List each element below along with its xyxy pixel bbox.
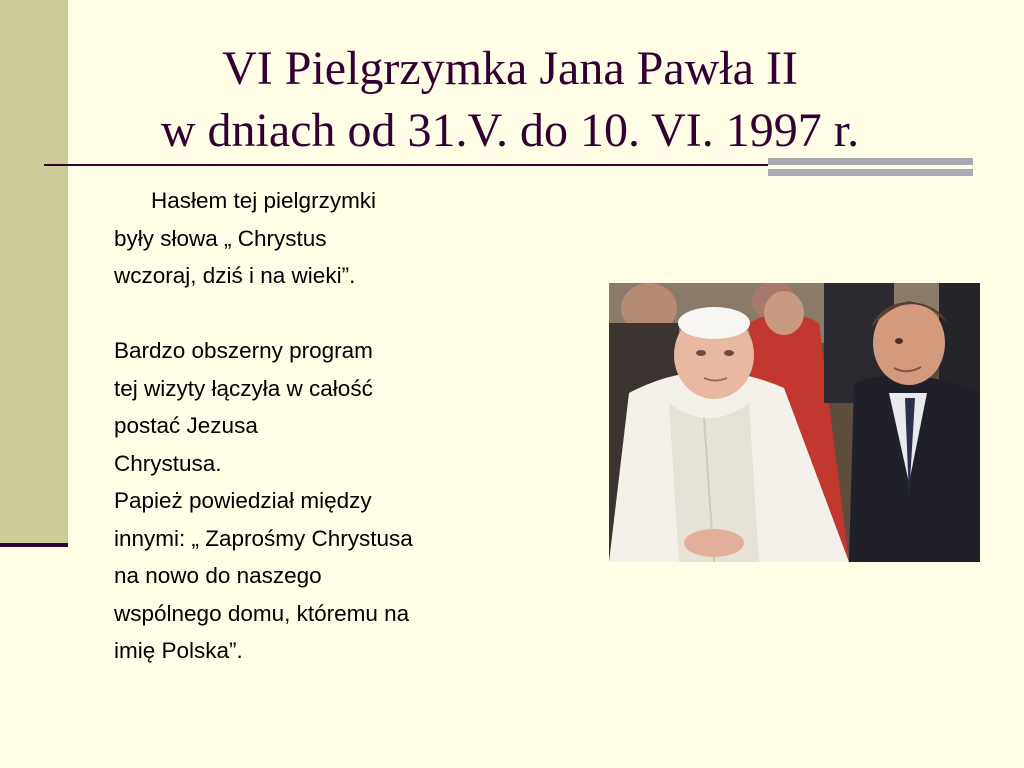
body-blank-line [114, 295, 534, 333]
title-divider-accent [768, 158, 973, 178]
body-line: postać Jezusa [114, 413, 258, 438]
body-line: imię Polska”. [114, 638, 243, 663]
photo-pope-and-president [609, 283, 980, 562]
left-decorative-band [0, 0, 68, 546]
body-line: innymi: „ Zaprośmy Chrystusa [114, 525, 413, 551]
body-line: na nowo do naszego [114, 563, 322, 588]
left-band-underline [0, 543, 68, 547]
slide-title-line-1: VI Pielgrzymka Jana Pawła II [222, 42, 798, 95]
body-line: Hasłem tej pielgrzymki [151, 188, 377, 213]
photo-illustration [609, 283, 980, 562]
body-line: Chrystusa. [114, 450, 222, 476]
slide-body-text [114, 182, 534, 670]
accent-bar-top [768, 158, 973, 165]
slide-title-line-2: w dniach od 31.V. do 10. VI. 1997 r. [160, 104, 860, 157]
accent-bar-bottom [768, 169, 973, 176]
slide-title [90, 38, 930, 162]
body-line: Bardzo obszerny program [114, 338, 373, 363]
body-line: były słowa „ Chrystus [114, 225, 327, 251]
body-line: wspólnego domu, któremu na [114, 600, 410, 626]
body-line: tej wizyty łączyła w całość [114, 375, 373, 401]
body-line: wczoraj, dziś i na wieki”. [114, 263, 356, 288]
title-divider [44, 164, 768, 166]
body-line: Papież powiedział między [114, 488, 372, 513]
